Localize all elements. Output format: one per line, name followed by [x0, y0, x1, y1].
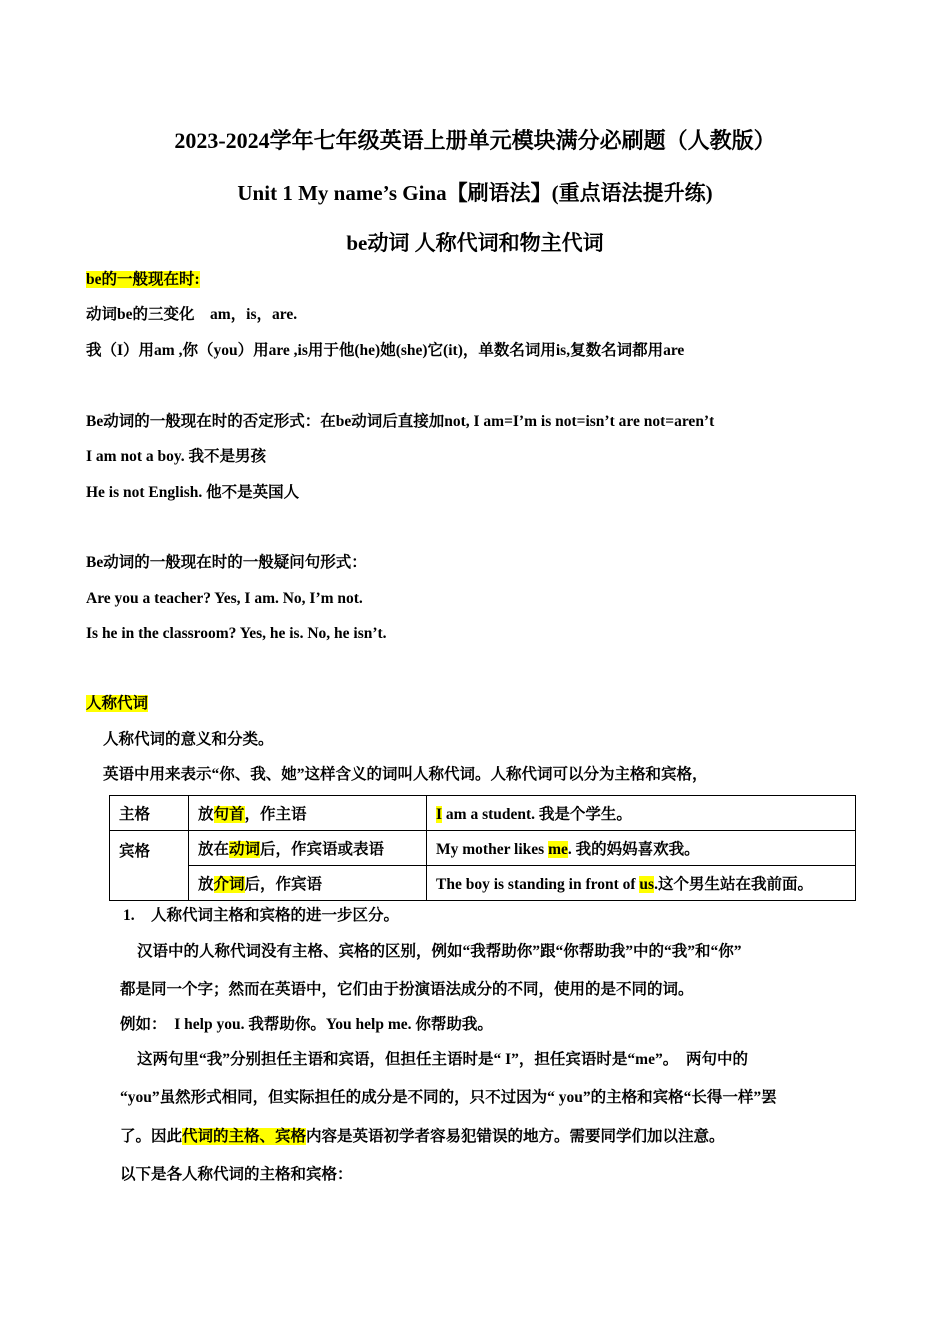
negative-example-2: He is not English. 他不是英国人 [86, 484, 300, 501]
usage-pre: 放 [198, 876, 214, 893]
negative-intro: Be动词的一般现在时的否定形式：在be动词后直接加not, I am=I’m is not=isn’t are not=aren’t [86, 413, 715, 430]
be-heading-text: be的一般现在时: [86, 271, 200, 288]
case-cell: 宾格 [110, 831, 189, 901]
pronoun-heading [86, 694, 148, 714]
closing-line: 以下是各人称代词的主格和宾格： [120, 1166, 353, 1183]
usage-pre: 放在 [198, 841, 230, 858]
paragraph-1-line-1: 汉语中的人称代词没有主格、宾格的区别，例如“我帮助你”跟“你帮助我”中的“我”和“你” [137, 943, 742, 960]
table-row [110, 831, 856, 866]
negative-example-1: I am not a boy. 我不是男孩 [86, 448, 266, 465]
main-title: 2023-2024学年七年级英语上册单元模块满分必刷题（人教版） [174, 128, 776, 153]
usage-highlight: 句首 [213, 806, 245, 823]
example-pre: The boy is standing in front of [436, 876, 640, 893]
example-cell [427, 831, 856, 866]
usage-post: ，作主语 [244, 806, 307, 823]
point-1-number: 1. [123, 907, 135, 924]
point-1-title: 人称代词主格和宾格的进一步区分。 [151, 907, 400, 924]
pronoun-case-table [109, 795, 856, 901]
table-row [110, 796, 856, 831]
be-forms-line: 动词be的三变化 am，is，are. [86, 306, 298, 323]
paragraph-1-line-2: 都是同一个字；然而在英语中，它们由于扮演语法成分的不同，使用的是不同的词。 [120, 981, 694, 998]
usage-highlight: 介词 [213, 876, 245, 893]
question-example-2: Is he in the classroom? Yes, he is. No, he isn’t. [86, 625, 387, 642]
usage-cell [189, 796, 427, 831]
usage-pre: 放 [198, 806, 214, 823]
usage-highlight: 动词 [229, 841, 261, 858]
pronoun-heading-text: 人称代词 [86, 695, 149, 712]
example-pre: My mother likes [436, 841, 549, 858]
example-cell [427, 866, 856, 901]
example-cell [427, 796, 856, 831]
pronoun-definition-line: 英语中用来表示“你、我、她”这样含义的词叫人称代词。人称代词可以分为主格和宾格， [103, 766, 708, 783]
question-intro: Be动词的一般现在时的一般疑问句形式： [86, 554, 367, 571]
usage-post: 后，作宾语 [244, 876, 323, 893]
paragraph-2-highlight: 代词的主格、宾格 [182, 1128, 307, 1145]
case-cell: 主格 [110, 796, 189, 831]
example-highlight: me [548, 841, 568, 858]
pronoun-intro-line: 人称代词的意义和分类。 [103, 731, 274, 748]
topic-title: be动词 人称代词和物主代词 [346, 231, 604, 255]
usage-cell [189, 866, 427, 901]
paragraph-2-pre: 了。因此 [120, 1128, 183, 1145]
paragraph-2-line-2: “you”虽然形式相同，但实际担任的成分是不同的，只不过因为“ you”的主格和宾格“长得一样”罢 [120, 1089, 777, 1106]
paragraph-2-line-1: 这两句里“我”分别担任主语和宾语，但担任主语时是“ I”，担任宾语时是“me”。 两句中的 [137, 1051, 748, 1068]
usage-post: 后，作宾语或表语 [260, 841, 385, 858]
be-usage-line: 我（I）用am ,你（you）用are ,is用于他(he)她(she)它(it)，单数名词用is,复数名词都用are [86, 342, 685, 359]
example-post: am a student. 我是个学生。 [442, 806, 632, 823]
question-example-1: Are you a teacher? Yes, I am. No, I’m not. [86, 590, 363, 607]
paragraph-2-line-3 [120, 1127, 725, 1147]
example-highlight: us [639, 876, 655, 893]
unit-title: Unit 1 My name’s Gina【刷语法】(重点语法提升练) [237, 181, 713, 205]
example-highlight: I [436, 806, 443, 823]
usage-cell [189, 831, 427, 866]
table-row [110, 866, 856, 901]
be-heading [86, 270, 200, 290]
example-post: . 我的妈妈喜欢我。 [567, 841, 700, 858]
example-line: 例如： I help you. 我帮助你。You help me. 你帮助我。 [120, 1016, 493, 1033]
paragraph-2-post: 内容是英语初学者容易犯错误的地方。需要同学们加以注意。 [306, 1128, 725, 1145]
example-post: .这个男生站在我前面。 [654, 876, 813, 893]
